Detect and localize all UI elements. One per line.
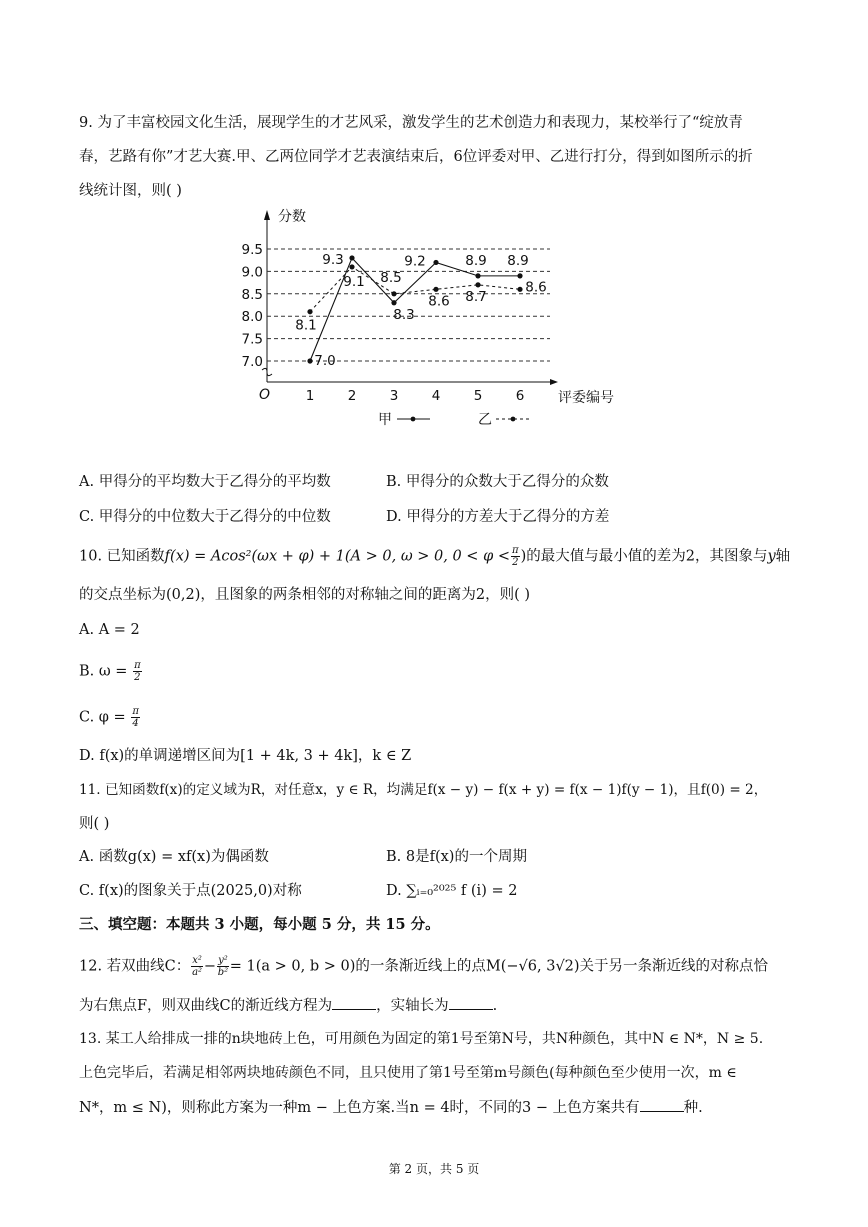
x-tick-label: 5 xyxy=(473,388,483,404)
q13-line-3 xyxy=(79,1097,703,1118)
q10-option-b-denominator: 2 xyxy=(134,672,141,683)
q10-option-b-numerator: π xyxy=(134,660,141,671)
q10-option-b-label: B. ω = xyxy=(79,663,128,680)
data-point-jia xyxy=(517,273,522,278)
x-tick-label: 1 xyxy=(305,388,315,404)
q13-blank[interactable] xyxy=(640,1097,684,1112)
x-axis-arrow xyxy=(550,379,558,385)
q10-fraction xyxy=(511,545,520,568)
section-fill-in-blank: 三、填空题：本题共 3 小题，每小题 5 分，共 15 分。 xyxy=(79,916,440,933)
y-tick-label: 7.0 xyxy=(241,354,263,370)
q13-text-b: 种. xyxy=(683,1100,703,1116)
q11-option-a[interactable]: A. 函数g(x) = xf(x)为偶函数 xyxy=(79,849,269,865)
q11-line-1: 11. 已知函数f(x)的定义域为R，对任意x，y ∈ R，均满足f(x − y) − f(x + y) = f(x − 1)f(y − 1)，且f(0) = 2， xyxy=(79,782,768,798)
q10-option-c[interactable] xyxy=(79,706,141,729)
data-point-jia xyxy=(475,273,480,278)
q10-option-c-numerator: π xyxy=(132,706,139,717)
legend-dot-jia xyxy=(411,417,416,422)
q10-option-d[interactable]: D. f(x)的单调递增区间为[1 + 4k, 3 + 4k]，k ∈ Z xyxy=(79,748,412,764)
x-tick-label: 6 xyxy=(515,388,525,404)
data-label-jia: 7.0 xyxy=(314,353,336,369)
data-point-jia xyxy=(349,255,354,260)
q13-line-1: 13. 某工人给排成一排的n块地砖上色，可用颜色为固定的第1号至第N号，共N种颜色，其中N ∈ N*，N ≥ 5. xyxy=(79,1031,764,1047)
x-tick-label: 4 xyxy=(431,388,441,404)
x-axis-label: 评委编号 xyxy=(558,390,614,406)
q11-option-d[interactable]: D. ∑ᵢ₌₀²⁰²⁵ f (i) = 2 xyxy=(386,883,518,899)
data-label-jia: 8.9 xyxy=(507,252,529,269)
q13-text-a: N*，m ≤ N)，则称此方案为一种m − 上色方案.当n = 4时，不同的3 − 上色方案共有 xyxy=(79,1100,640,1116)
y-tick-label: 9.5 xyxy=(241,242,263,258)
q12-rest: = 1(a > 0, b > 0)的一条渐近线上的点M(−√6, 3√2)关于另一条渐近线的对称点恰 xyxy=(229,958,769,975)
y-tick-label: 8.0 xyxy=(241,309,263,326)
q12-blank-2[interactable] xyxy=(449,995,493,1010)
q12-fraction-y-denominator: b² xyxy=(217,967,229,978)
q11-line-2: 则( ) xyxy=(79,816,110,832)
q12-line-1 xyxy=(79,955,768,978)
q9-option-a[interactable]: A. 甲得分的平均数大于乙得分的平均数 xyxy=(79,474,331,490)
data-point-yi xyxy=(433,287,438,292)
y-tick-label: 8.5 xyxy=(241,286,263,303)
q9-option-b[interactable]: B. 甲得分的众数大于乙得分的众数 xyxy=(386,474,609,490)
series-line-jia xyxy=(310,258,520,361)
q13-line-2: 上色完毕后，若满足相邻两块地砖颜色不同，且只使用了第1号至第m号颜色(每种颜色至少使用一次，m ∈ xyxy=(79,1065,737,1081)
q12-blank-1[interactable] xyxy=(332,995,376,1010)
data-point-yi xyxy=(475,282,480,287)
y-axis-arrow xyxy=(264,210,270,220)
q10-line-1 xyxy=(79,545,790,568)
q9-line-3: 线统计图，则( ) xyxy=(79,183,182,199)
data-point-jia xyxy=(307,358,312,363)
data-point-yi xyxy=(349,264,354,269)
q10-option-a[interactable]: A. A = 2 xyxy=(79,622,140,638)
q10-function: f(x) = Acos²(ωx + φ) + 1(A > 0, ω > 0, 0 < φ < xyxy=(164,548,510,565)
legend-label-yi: 乙 xyxy=(478,412,492,428)
data-label-jia: 8.3 xyxy=(393,306,415,323)
axis-break xyxy=(262,368,272,375)
data-label-yi: 9.1 xyxy=(343,273,365,290)
q12-text-c: . xyxy=(492,998,498,1014)
y-tick-label: 7.5 xyxy=(241,331,263,348)
legend-label-jia: 甲 xyxy=(378,412,392,428)
data-label-jia: 8.9 xyxy=(465,252,487,269)
q10-option-c-label: C. φ = xyxy=(79,709,126,726)
q12-fraction-y-numerator: y² xyxy=(218,955,228,966)
data-point-yi xyxy=(307,309,312,314)
q12-fraction-x-denominator: a² xyxy=(192,967,203,978)
q12-line-2 xyxy=(79,995,497,1016)
q12-lead: 12. 若双曲线C： xyxy=(79,958,191,975)
data-label-yi: 8.6 xyxy=(525,279,547,296)
series-line-yi xyxy=(310,267,520,312)
data-label-jia: 9.2 xyxy=(404,253,426,270)
q10-lead: 10. 已知函数 xyxy=(79,548,165,565)
data-label-yi: 8.1 xyxy=(295,317,317,334)
y-axis-label: 分数 xyxy=(278,209,306,225)
data-label-yi: 8.7 xyxy=(465,288,487,305)
data-label-yi: 8.6 xyxy=(428,293,450,310)
q12-text-b: ，实轴长为 xyxy=(376,998,449,1014)
q12-fraction-x-numerator: x² xyxy=(192,955,202,966)
y-tick-label: 9.0 xyxy=(241,264,263,281)
data-label-yi: 8.5 xyxy=(380,269,402,286)
q10-option-b-fraction xyxy=(133,660,142,683)
legend-dot-yi xyxy=(511,417,516,422)
q9-option-c[interactable]: C. 甲得分的中位数大于乙得分的中位数 xyxy=(79,509,331,525)
q11-option-c[interactable]: C. f(x)的图象关于点(2025,0)对称 xyxy=(79,883,302,899)
q10-option-b[interactable] xyxy=(79,660,143,683)
q10-tail-2: 轴 xyxy=(775,548,791,565)
q10-tail: )的最大值与最小值的差为2，其图象与 xyxy=(520,548,768,565)
origin-label: O xyxy=(259,387,271,403)
data-label-jia: 9.3 xyxy=(322,251,344,268)
x-tick-label: 3 xyxy=(389,388,399,404)
data-point-jia xyxy=(433,260,438,265)
q9-line-2: 春，艺路有你”才艺大赛.甲、乙两位同学才艺表演结束后，6位评委对甲、乙进行打分，得到如图所示的折 xyxy=(79,149,753,165)
q10-fraction-denominator: 2 xyxy=(512,557,519,568)
q11-option-b[interactable]: B. 8是f(x)的一个周期 xyxy=(386,849,527,865)
q9-option-d[interactable]: D. 甲得分的方差大于乙得分的方差 xyxy=(386,509,610,525)
data-point-jia xyxy=(391,300,396,305)
q10-fraction-numerator: π xyxy=(511,545,519,556)
q10-axis: y xyxy=(767,548,776,565)
q10-line-2: 的交点坐标为(0,2)，且图象的两条相邻的对称轴之间的距离为2，则( ) xyxy=(79,587,531,603)
q12-minus: − xyxy=(203,958,217,975)
q10-option-c-denominator: 4 xyxy=(132,718,139,729)
q12-fraction-x xyxy=(191,955,203,978)
q9-line-1: 9. 为了丰富校园文化生活，展现学生的才艺风采，激发学生的艺术创造力和表现力，某校举行了“绽放青 xyxy=(79,115,743,131)
x-tick-label: 2 xyxy=(347,388,357,404)
data-point-yi xyxy=(391,291,396,296)
page-footer: 第 2 页，共 5 页 xyxy=(388,1162,480,1176)
line-chart xyxy=(240,200,640,440)
q12-text-a: 为右焦点F，则双曲线C的渐近线方程为 xyxy=(79,998,333,1014)
data-point-yi xyxy=(517,287,522,292)
q12-fraction-y xyxy=(217,955,229,978)
q10-option-c-fraction xyxy=(131,706,140,729)
